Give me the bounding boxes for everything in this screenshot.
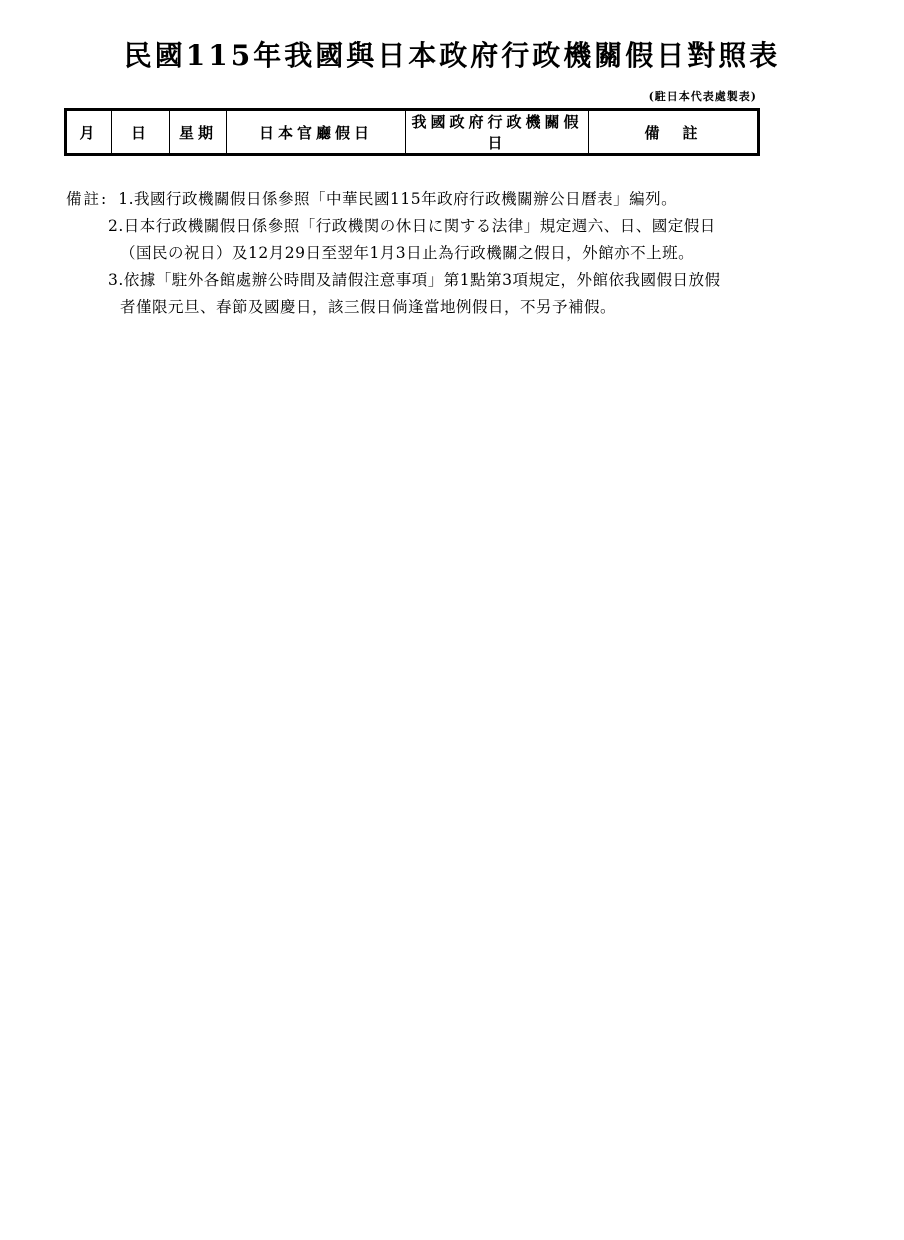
footnote-line: （国民の祝日）及12月29日至翌年1月3日止為行政機關之假日，外館亦不上班。	[120, 244, 695, 262]
col-header-day: 日	[112, 110, 170, 155]
footnote-line: 2.日本行政機關假日係參照「行政機関の休日に関する法律」規定週六、日、國定假日	[108, 217, 716, 235]
subtitle: (駐日本代表處製表)	[648, 90, 757, 103]
col-header-taiwan-holiday: 我國政府行政機關假日	[406, 110, 589, 155]
col-header-weekday: 星期	[170, 110, 227, 155]
col-header-japan-holiday: 日本官廳假日	[227, 110, 406, 155]
footnotes	[66, 186, 846, 321]
page-title: 民國115年我國與日本政府行政機關假日對照表	[123, 39, 781, 72]
footnote-line: 3.依據「駐外各館處辦公時間及請假注意事項」第1點第3項規定，外館依我國假日放假	[108, 271, 721, 289]
footnote-text: 1.我國行政機關假日係參照「中華民國115年政府行政機關辦公日曆表」編列。	[118, 190, 678, 208]
holiday-table	[64, 108, 760, 156]
footnote-line: 者僅限元旦、春節及國慶日，該三假日倘逢當地例假日，不另予補假。	[120, 298, 617, 316]
footnote-label: 備註:	[66, 190, 109, 208]
table-header-row	[66, 110, 759, 155]
col-header-month: 月	[66, 110, 112, 155]
footnote-line	[66, 186, 846, 213]
col-header-remark: 備 註	[589, 110, 759, 155]
